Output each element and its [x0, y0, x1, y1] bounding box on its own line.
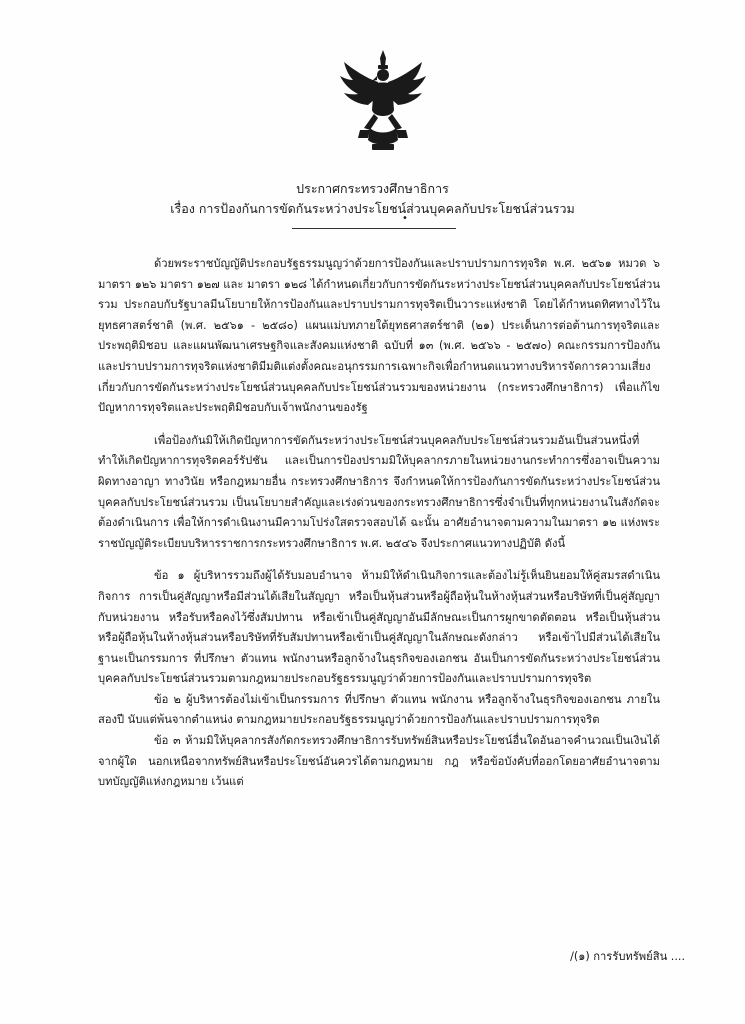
- announcement-title: ประกาศกระทรวงศึกษาธิการ: [296, 181, 449, 196]
- paragraph-2: เพื่อป้องกันมิให้เกิดปัญหาการขัดกันระหว่างประโยชน์ส่วนบุคคลกับประโยชน์ส่วนรวมอันเป็นส่วนหนึ่งที่ทำให้เกิดปัญหาการทุจริตคอร์รัปชัน และเป็นการป้องปรามมิให้บุคลากรภายในหน่วยงานกระทำการซึ่งอาจเป็นความผิดทางอาญา ทางวินัย หรือกฎหมายอื่น กระทรวงศึกษาธิการ จึงกำหนดให้การป้องกันการขัดกันระหว่างประโยชน์ส่วนบุคคลกับประโยชน์ส่วนรวม เป็นนโยบายสำคัญและเร่งด่วนของกระทรวงศึกษาธิการซึ่งจำเป็นที่ทุกหน่วยงานในสังกัดจะต้องดำเนินการ เพื่อให้การดำเนินงานมีความโปร่งใสตรวจสอบได้ ฉะนั้น อาศัยอำนาจตามความในมาตรา ๑๒ แห่งพระราชบัญญัติระเบียบบริหารราชการกระทรวงศึกษาธิการ พ.ศ. ๒๕๔๖ จึงประกาศแนวทางปฏิบัติ ดังนี้: [98, 433, 660, 550]
- clause-2: ข้อ ๒ ผู้บริหารต้องไม่เข้าเป็นกรรมการ ที่ปรึกษา ตัวแทน พนักงาน หรือลูกจ้างในธุรกิจของเอกชน ภายในสองปี นับแต่พ้นจากตำแหน่ง ตามกฎหมายประกอบรัฐธรรมนูญว่าด้วยการป้องกันและปราบปรามการทุจริต: [98, 692, 660, 727]
- clause-3: ข้อ ๓ ห้ามมิให้บุคลากรสังกัดกระทรวงศึกษาธิการรับทรัพย์สินหรือประโยชน์อื่นใดอันอาจคำนวณเป็นเงินได้จากผู้ใด นอกเหนือจากทรัพย์สินหรือประโยชน์อันควรได้ตามกฎหมาย กฎ หรือข้อบังคับที่ออกโดยอาศัยอำนาจตามบทบัญญัติแห่งกฎหมาย เว้นแต่: [98, 734, 660, 789]
- clause-1: ข้อ ๑ ผู้บริหารรวมถึงผู้ได้รับมอบอำนาจ ห้ามมิให้ดำเนินกิจการและต้องไม่รู้เห็นยินยอมให้คู่สมรสดำเนินกิจการ การเป็นคู่สัญญาหรือมีส่วนได้เสียในสัญญา หรือเป็นหุ้นส่วนหรือผู้ถือหุ้นในห้างหุ้นส่วนหรือบริษัทที่เป็นคู่สัญญากับหน่วยงาน หรือรับหรือคงไว้ซึ่งสัมปทาน หรือเข้าเป็นคู่สัญญาอันมีลักษณะเป็นการผูกขาดตัดตอน หรือเป็นหุ้นส่วนหรือผู้ถือหุ้นในห้างหุ้นส่วนหรือบริษัทที่รับสัมปทานหรือเข้าเป็นคู่สัญญาในลักษณะดังกล่าว หรือเข้าไปมีส่วนได้เสียในฐานะเป็นกรรมการ ที่ปรึกษา ตัวแทน พนักงานหรือลูกจ้างในธุรกิจของเอกชน อันเป็นการขัดกันระหว่างประโยชน์ส่วนบุคคลกับประโยชน์ส่วนรวมตามกฎหมายประกอบรัฐธรรมนูญว่าด้วยการป้องกันและปราบปรามการทุจริต: [98, 569, 660, 686]
- page-continuation: /(๑) การรับทรัพย์สิน ....: [570, 950, 685, 963]
- announcement-subject: เรื่อง การป้องกันการขัดกันระหว่างประโยชน์ส่วนบุคคลกับประโยชน์ส่วนรวม: [170, 201, 575, 216]
- header-divider: [292, 228, 456, 229]
- center-dot: •: [402, 213, 408, 224]
- paragraph-1: ด้วยพระราชบัญญัติประกอบรัฐธรรมนูญว่าด้วยการป้องกันและปราบปรามการทุจริต พ.ศ. ๒๕๖๑ หมวด ๖ มาตรา ๑๒๖ มาตรา ๑๒๗ และ มาตรา ๑๒๘ ได้กำหนดเกี่ยวกับการขัดกันระหว่างประโยชน์ส่วนบุคคลกับประโยชน์ส่วนรวม ประกอบกับรัฐบาลมีนโยบายให้การป้องกันและปราบปรามการทุจริตเป็นวาระแห่งชาติ โดยได้กำหนดทิศทางไว้ในยุทธศาสตร์ชาติ (พ.ศ. ๒๕๖๑ - ๒๕๘๐) แผนแม่บทภายใต้ยุทธศาสตร์ชาติ (๒๑) ประเด็นการต่อต้านการทุจริตและประพฤติมิชอบ และแผนพัฒนาเศรษฐกิจและสังคมแห่งชาติ ฉบับที่ ๑๓ (พ.ศ. ๒๕๖๖ - ๒๕๗๐) คณะกรรมการป้องกันและปราบปรามการทุจริตแห่งชาติมีมติแต่งตั้งคณะอนุกรรมการเฉพาะกิจเพื่อกำหนดแนวทางบริหารจัดการความเสี่ยงเกี่ยวกับการขัดกันระหว่างประโยชน์ส่วนบุคคลกับประโยชน์ส่วนรวมของหน่วยงาน (กระทรวงศึกษาธิการ) เพื่อแก้ไขปัญหาการทุจริตและประพฤติมิชอบกับเจ้าพนักงานของรัฐ: [98, 257, 660, 415]
- document-body: [98, 254, 660, 793]
- garuda-emblem-icon: [336, 48, 430, 153]
